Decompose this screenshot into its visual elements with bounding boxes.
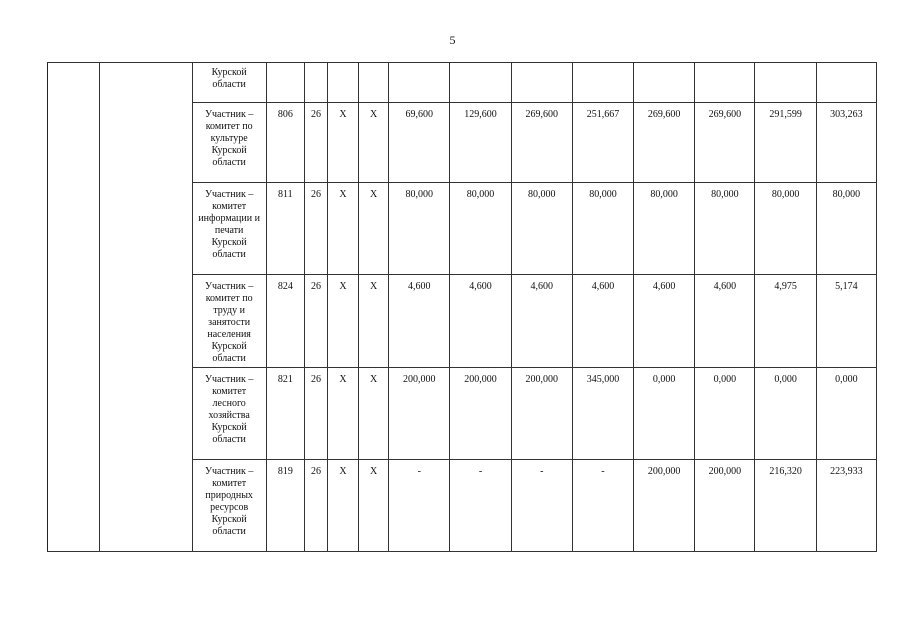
value-cell: [634, 183, 695, 275]
value-cell-text: 80,000: [832, 189, 861, 200]
code-cell-text: 806: [277, 109, 293, 120]
participant-cell-text: Участник – комитет информации и печати Курской области: [198, 189, 260, 260]
value-cell: [511, 368, 572, 460]
value-cell-text: 4,600: [530, 281, 553, 292]
x-cell: [327, 183, 358, 275]
section-cell: [304, 460, 327, 552]
table-body: [48, 63, 877, 552]
value-cell-text: 4,975: [774, 281, 797, 292]
x-cell-text: X: [339, 109, 347, 120]
value-cell: [695, 183, 755, 275]
budget-table: [47, 62, 877, 552]
value-cell: [450, 460, 511, 552]
value-cell: [511, 183, 572, 275]
x-cell-text: X: [339, 281, 347, 292]
table-row: [48, 63, 877, 103]
section-cell: [304, 63, 327, 103]
value-cell: [755, 275, 816, 368]
value-cell-text: [755, 63, 815, 69]
code-cell: [266, 275, 304, 368]
x-cell-text: X: [370, 109, 378, 120]
x-cell: [359, 460, 389, 552]
value-cell: [634, 103, 695, 183]
x-cell: [327, 368, 358, 460]
x-cell-text: X: [370, 466, 378, 477]
value-cell-text: -: [417, 466, 421, 477]
value-cell-text: 0,000: [652, 374, 676, 385]
participant-cell-text: Участник – комитет по труду и занятости населения Курской области: [204, 281, 254, 364]
value-cell-text: 4,600: [652, 281, 676, 292]
value-cell-text: 303,263: [830, 109, 863, 120]
value-cell-text: 200,000: [464, 374, 497, 385]
value-cell: [755, 63, 816, 103]
value-cell: [695, 368, 755, 460]
value-cell: [634, 368, 695, 460]
value-cell-text: [817, 63, 876, 69]
code-cell: [266, 183, 304, 275]
section-cell: [304, 275, 327, 368]
participant-cell: [192, 63, 266, 103]
code-cell: [266, 368, 304, 460]
x-cell: [359, 368, 389, 460]
value-cell-text: 251,667: [586, 109, 620, 120]
value-cell: [816, 460, 876, 552]
value-cell-text: 200,000: [525, 374, 558, 385]
value-cell: [389, 368, 450, 460]
section-cell-text: 26: [310, 189, 321, 200]
x-cell: [327, 63, 358, 103]
value-cell-text: 4,600: [591, 281, 615, 292]
value-cell-text: 80,000: [771, 189, 800, 200]
x-cell: [359, 103, 389, 183]
value-cell-text: -: [601, 466, 605, 477]
x-cell-text: X: [370, 281, 378, 292]
merged-cell-number: [48, 63, 100, 552]
section-cell: [304, 183, 327, 275]
value-cell: [816, 103, 876, 183]
value-cell-text: 269,600: [708, 109, 742, 120]
value-cell: [511, 103, 572, 183]
value-cell: [695, 275, 755, 368]
value-cell-text: 200,000: [403, 374, 436, 385]
value-cell-text: -: [478, 466, 483, 477]
x-cell: [327, 460, 358, 552]
value-cell: [389, 63, 450, 103]
x-cell: [327, 275, 358, 368]
value-cell-text: 4,600: [469, 281, 492, 292]
value-cell-text: 200,000: [708, 466, 742, 477]
value-cell-text: 200,000: [647, 466, 681, 477]
value-cell-text: 4,600: [713, 281, 737, 292]
x-cell: [359, 183, 389, 275]
code-cell: [266, 103, 304, 183]
value-cell: [389, 183, 450, 275]
x-cell-text: X: [339, 374, 347, 385]
value-cell-text: 269,600: [647, 109, 681, 120]
participant-cell-text: Участник – комитет лесного хозяйства Курской области: [204, 374, 254, 445]
value-cell: [572, 368, 633, 460]
section-cell-text: 26: [310, 466, 321, 477]
value-cell-text: 345,000: [586, 374, 620, 385]
value-cell: [450, 103, 511, 183]
participant-cell: [192, 460, 266, 552]
value-cell: [634, 460, 695, 552]
participant-cell-text: Курской области: [211, 67, 247, 90]
value-cell: [389, 275, 450, 368]
value-cell: [389, 460, 450, 552]
value-cell-text: 80,000: [466, 189, 495, 200]
value-cell: [389, 103, 450, 183]
code-cell: [266, 63, 304, 103]
value-cell-text: 223,933: [830, 466, 863, 477]
value-cell-text: 5,174: [835, 281, 858, 292]
value-cell-text: [695, 63, 754, 69]
value-cell: [634, 275, 695, 368]
value-cell: [755, 103, 816, 183]
value-cell: [511, 460, 572, 552]
section-cell-text: 26: [310, 281, 321, 292]
value-cell: [816, 183, 876, 275]
value-cell-text: 69,600: [405, 109, 434, 120]
value-cell: [450, 368, 511, 460]
x-cell: [327, 103, 358, 183]
x-cell-text: [328, 63, 358, 69]
value-cell: [755, 183, 816, 275]
value-cell-text: 80,000: [650, 189, 678, 200]
value-cell-text: 0,000: [835, 374, 858, 385]
value-cell: [511, 63, 572, 103]
participant-cell: [192, 183, 266, 275]
value-cell: [816, 275, 876, 368]
section-cell: [304, 368, 327, 460]
value-cell: [450, 183, 511, 275]
value-cell: [572, 460, 633, 552]
x-cell-text: X: [339, 189, 347, 200]
value-cell-text: [512, 63, 572, 69]
code-cell-text: 819: [277, 466, 293, 477]
page-number: 5: [449, 33, 456, 47]
value-cell-text: [634, 63, 694, 69]
value-cell-text: 0,000: [713, 374, 737, 385]
code-cell: [266, 460, 304, 552]
participant-cell-text: Участник – комитет по культуре Курской области: [204, 109, 254, 168]
value-cell: [755, 368, 816, 460]
value-cell: [511, 275, 572, 368]
value-cell-text: -: [540, 466, 544, 477]
value-cell: [755, 460, 816, 552]
value-cell: [695, 63, 755, 103]
participant-cell: [192, 275, 266, 368]
value-cell-text: 4,600: [408, 281, 431, 292]
value-cell-text: [573, 63, 633, 69]
value-cell: [572, 103, 633, 183]
value-cell: [695, 103, 755, 183]
value-cell-text: 80,000: [527, 189, 556, 200]
x-cell-text: [359, 63, 388, 69]
value-cell: [816, 368, 876, 460]
value-cell: [572, 63, 633, 103]
value-cell-text: 216,320: [769, 466, 802, 477]
value-cell: [816, 63, 876, 103]
value-cell-text: 80,000: [405, 189, 434, 200]
value-cell-text: 80,000: [711, 189, 739, 200]
x-cell-text: X: [370, 374, 378, 385]
value-cell-text: 80,000: [589, 189, 617, 200]
value-cell: [695, 460, 755, 552]
value-cell-text: [450, 63, 510, 69]
value-cell: [634, 63, 695, 103]
value-cell-text: [389, 63, 449, 69]
participant-cell: [192, 103, 266, 183]
x-cell: [359, 63, 389, 103]
value-cell: [572, 275, 633, 368]
participant-cell: [192, 368, 266, 460]
x-cell: [359, 275, 389, 368]
participant-cell-text: Участник – комитет природных ресурсов Курской области: [204, 466, 254, 537]
section-cell-text: [305, 63, 327, 69]
x-cell-text: X: [370, 189, 378, 200]
section-cell: [304, 103, 327, 183]
section-cell-text: 26: [310, 374, 321, 385]
x-cell-text: X: [339, 466, 347, 477]
code-cell-text: 811: [278, 189, 293, 200]
code-cell-text: 824: [277, 281, 293, 292]
value-cell-text: 291,599: [769, 109, 802, 120]
section-cell-text: 26: [310, 109, 321, 120]
value-cell: [572, 183, 633, 275]
code-cell-text: 821: [277, 374, 293, 385]
merged-cell-name: [100, 63, 192, 552]
value-cell-text: 269,600: [525, 109, 558, 120]
value-cell: [450, 63, 511, 103]
value-cell: [450, 275, 511, 368]
code-cell-text: [267, 63, 304, 69]
value-cell-text: 0,000: [774, 374, 797, 385]
value-cell-text: 129,600: [464, 109, 497, 120]
